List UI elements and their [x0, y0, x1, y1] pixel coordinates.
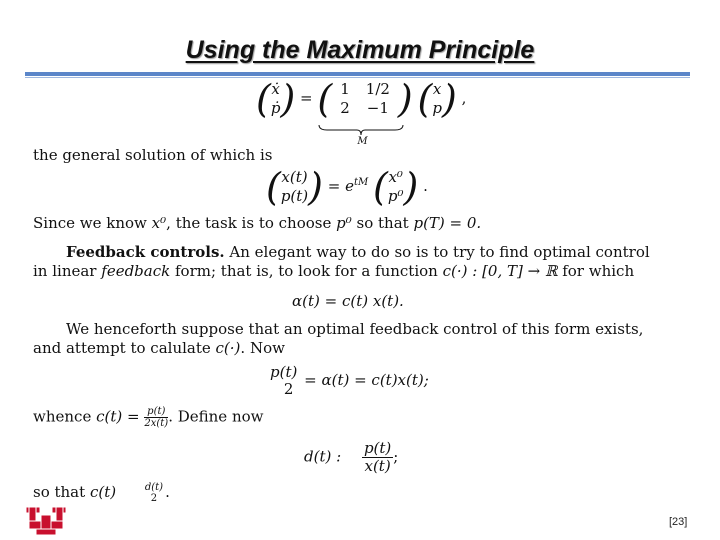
university-logo [24, 505, 68, 537]
equation-d-definition: d(t) : $\frac{p(t)}{x(t)}$ ; [304, 439, 399, 475]
title-rule [25, 72, 690, 76]
text-general-solution: the general solution of which is [33, 146, 273, 164]
page-number: [23] [669, 516, 688, 528]
equation-alpha: α(t) = c(t) x(t). [292, 292, 404, 310]
text-so-that-final: so that c(t) d(t) 2 . [33, 482, 170, 504]
equation-system: (ẋ ṗ) = ( 1 21/2 −1 ) M (x p) , [256, 77, 467, 147]
slide-title: Using the Maximum Principle [185, 36, 535, 64]
text-since-know: Since we know x⁰, the task is to choose p⁰ so that p(T) = 0. [33, 214, 482, 232]
text-whence: whence c(t) = $\frac{p(t)}{2x(t)}$ . Define now [33, 406, 264, 429]
text-attempt: and attempt to calulate c(·). Now [33, 339, 285, 357]
text-henceforth: We henceforth suppose that an optimal feedback control of this form exists, [66, 320, 644, 338]
equation-solution: (x(t) $p(t)) = e^{tM}$ (x⁰ p⁰) . [266, 165, 428, 209]
equation-alpha-ratio: p(t) 2 = α(t) = c(t)x(t); [270, 363, 429, 398]
text-feedback-controls: Feedback controls. An elegant way to do so is to try to find optimal control [66, 243, 650, 261]
brace-label: M [357, 136, 368, 147]
title-rule-thin [25, 77, 690, 78]
text-linear-feedback: in linear feedback form; that is, to look for a function c(·) : [0, T] → ℝ for which [33, 262, 635, 280]
underbrace [317, 124, 405, 136]
